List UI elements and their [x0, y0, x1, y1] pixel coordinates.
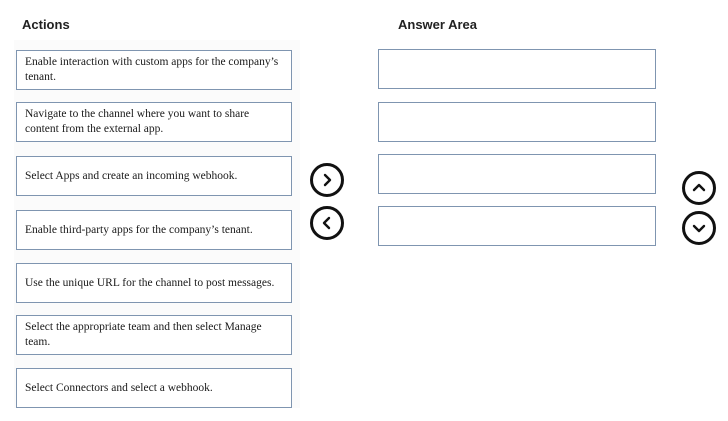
answer-slot[interactable] [378, 206, 656, 246]
action-item[interactable]: Enable interaction with custom apps for the company’s tenant. [16, 50, 292, 90]
action-item[interactable]: Select Connectors and select a webhook. [16, 368, 292, 408]
actions-heading: Actions [22, 17, 70, 32]
action-item[interactable]: Navigate to the channel where you want to share content from the external app. [16, 102, 292, 142]
chevron-left-icon [320, 216, 334, 230]
action-item[interactable]: Use the unique URL for the channel to post messages. [16, 263, 292, 303]
answer-slot[interactable] [378, 49, 656, 89]
chevron-down-icon [692, 221, 706, 235]
answer-slot[interactable] [378, 102, 656, 142]
action-item[interactable]: Enable third-party apps for the company’s tenant. [16, 210, 292, 250]
action-item[interactable]: Select Apps and create an incoming webhook. [16, 156, 292, 196]
action-item[interactable]: Select the appropriate team and then select Manage team. [16, 315, 292, 355]
move-down-button[interactable] [682, 211, 716, 245]
answer-slot[interactable] [378, 154, 656, 194]
move-right-button[interactable] [310, 163, 344, 197]
chevron-right-icon [320, 173, 334, 187]
answer-area-heading: Answer Area [398, 17, 477, 32]
chevron-up-icon [692, 181, 706, 195]
move-left-button[interactable] [310, 206, 344, 240]
move-up-button[interactable] [682, 171, 716, 205]
